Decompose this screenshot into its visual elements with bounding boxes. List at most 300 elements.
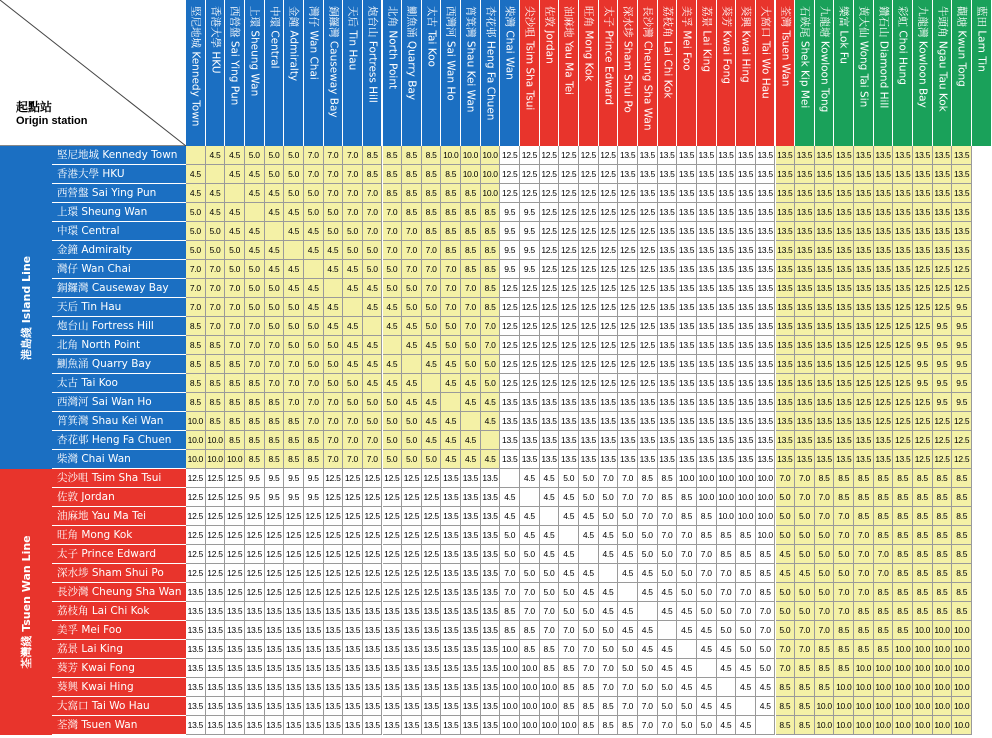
fare-cell: 10.0 (952, 640, 972, 659)
fare-cell: 5.0 (284, 165, 304, 184)
destination-label: 石硤尾 Shek Kip Mei (798, 6, 811, 109)
fare-cell: 5.0 (756, 659, 776, 678)
fare-cell: 4.5 (677, 678, 697, 697)
fare-cell: 8.5 (500, 621, 520, 640)
fare-cell: 4.5 (304, 222, 324, 241)
fare-cell: 13.5 (854, 222, 874, 241)
fare-cell: 8.5 (402, 165, 422, 184)
fare-cell (618, 583, 638, 602)
fare-cell: 5.0 (324, 374, 344, 393)
fare-cell: 13.5 (461, 716, 481, 735)
fare-cell: 7.0 (461, 279, 481, 298)
fare-cell: 12.5 (599, 355, 619, 374)
fare-cell: 7.0 (304, 412, 324, 431)
fare-cell: 7.0 (834, 507, 854, 526)
fare-cell: 13.5 (776, 184, 796, 203)
fare-cell: 12.5 (559, 298, 579, 317)
fare-cell: 8.5 (717, 526, 737, 545)
destination-header (481, 0, 501, 146)
fare-cell: 4.5 (559, 488, 579, 507)
fare-cell: 8.5 (225, 374, 245, 393)
fare-cell: 9.5 (952, 355, 972, 374)
fare-cell: 5.0 (658, 545, 678, 564)
fare-cell: 13.5 (579, 412, 599, 431)
fare-cell: 4.5 (402, 393, 422, 412)
fare-cell: 10.0 (186, 450, 206, 469)
fare-cell: 8.5 (441, 222, 461, 241)
fare-cell: 4.5 (324, 317, 344, 336)
fare-cell: 13.5 (854, 241, 874, 260)
fare-cell: 13.5 (736, 374, 756, 393)
fare-cell: 13.5 (697, 222, 717, 241)
fare-cell: 8.5 (933, 469, 953, 488)
fare-cell: 5.0 (559, 469, 579, 488)
fare-cell: 9.5 (265, 488, 285, 507)
fare-cell: 8.5 (461, 184, 481, 203)
destination-header (658, 0, 678, 146)
fare-cell: 13.5 (186, 621, 206, 640)
fare-cell: 12.5 (186, 564, 206, 583)
fare-cell: 13.5 (461, 488, 481, 507)
fare-cell: 8.5 (304, 431, 324, 450)
origin-station-label: 上環 Sheung Wan (52, 203, 186, 222)
destination-label: 太古 Tai Koo (425, 6, 438, 67)
fare-cell: 10.0 (952, 678, 972, 697)
destination-label: 牛頭角 Ngau Tau Kok (936, 6, 949, 112)
fare-cell: 12.5 (500, 374, 520, 393)
fare-cell: 13.5 (697, 298, 717, 317)
fare-cell: 4.5 (441, 412, 461, 431)
destination-label: 美孚 Mei Foo (680, 6, 693, 71)
origin-station-label: 佐敦 Jordan (52, 488, 186, 507)
destination-header (776, 0, 796, 146)
fare-cell: 7.0 (324, 165, 344, 184)
fare-cell: 7.0 (363, 222, 383, 241)
fare-cell: 8.5 (520, 640, 540, 659)
destination-header (540, 0, 560, 146)
fare-cell: 8.5 (952, 526, 972, 545)
destination-label: 藍田 Lam Tin (975, 6, 988, 72)
fare-cell: 13.5 (697, 203, 717, 222)
fare-cell: 8.5 (481, 298, 501, 317)
fare-cell (461, 412, 481, 431)
fare-cell: 4.5 (245, 241, 265, 260)
fare-cell: 8.5 (186, 317, 206, 336)
fare-cell: 10.0 (834, 697, 854, 716)
destination-label: 筲箕灣 Shau Kei Wan (464, 6, 477, 113)
fare-cell: 12.5 (933, 412, 953, 431)
fare-cell: 13.5 (579, 431, 599, 450)
fare-cell: 8.5 (854, 469, 874, 488)
fare-cell: 12.5 (206, 469, 226, 488)
fare-cell: 13.5 (206, 640, 226, 659)
fare-cell: 13.5 (815, 355, 835, 374)
fare-cell: 7.0 (363, 431, 383, 450)
fare-cell: 13.5 (854, 298, 874, 317)
fare-cell: 12.5 (559, 165, 579, 184)
fare-cell: 13.5 (304, 640, 324, 659)
fare-cell: 8.5 (245, 450, 265, 469)
fare-cell: 13.5 (481, 640, 501, 659)
fare-cell: 12.5 (618, 241, 638, 260)
fare-cell: 12.5 (402, 488, 422, 507)
fare-cell: 8.5 (579, 697, 599, 716)
fare-cell: 10.0 (952, 697, 972, 716)
fare-cell: 12.5 (540, 203, 560, 222)
fare-cell: 4.5 (461, 431, 481, 450)
fare-cell: 5.0 (500, 545, 520, 564)
destination-label: 堅尼地城 Kennedy Town (189, 6, 202, 127)
fare-cell: 9.5 (520, 260, 540, 279)
fare-cell: 13.5 (304, 659, 324, 678)
fare-cell: 13.5 (225, 678, 245, 697)
origin-station-label: 鰂魚涌 Quarry Bay (52, 355, 186, 374)
fare-cell: 13.5 (834, 431, 854, 450)
fare-cell: 5.0 (284, 336, 304, 355)
fare-cell: 4.5 (363, 279, 383, 298)
fare-cell: 4.5 (638, 640, 658, 659)
fare-cell: 13.5 (284, 621, 304, 640)
fare-cell: 12.5 (343, 583, 363, 602)
fare-cell: 8.5 (874, 488, 894, 507)
fare-cell: 4.5 (756, 678, 776, 697)
fare-cell: 12.5 (579, 279, 599, 298)
fare-cell: 13.5 (697, 184, 717, 203)
fare-cell: 7.0 (638, 488, 658, 507)
fare-cell: 13.5 (854, 317, 874, 336)
fare-cell: 4.5 (441, 374, 461, 393)
fare-cell: 13.5 (893, 279, 913, 298)
fare-cell: 12.5 (265, 507, 285, 526)
fare-cell: 12.5 (383, 526, 403, 545)
fare-cell: 5.0 (422, 317, 442, 336)
origin-station-label: 灣仔 Wan Chai (52, 260, 186, 279)
fare-cell: 13.5 (697, 450, 717, 469)
fare-cell (736, 697, 756, 716)
fare-cell: 13.5 (500, 393, 520, 412)
origin-station-label: 金鐘 Admiralty (52, 241, 186, 260)
fare-cell: 12.5 (933, 260, 953, 279)
fare-cell: 12.5 (618, 260, 638, 279)
fare-cell: 10.0 (933, 640, 953, 659)
fare-cell: 8.5 (756, 564, 776, 583)
fare-cell: 13.5 (324, 640, 344, 659)
fare-cell: 10.0 (893, 678, 913, 697)
fare-cell: 8.5 (815, 678, 835, 697)
fare-cell: 13.5 (893, 260, 913, 279)
fare-cell: 13.5 (815, 336, 835, 355)
fare-cell: 8.5 (363, 146, 383, 165)
fare-cell: 5.0 (618, 640, 638, 659)
fare-cell: 13.5 (402, 602, 422, 621)
fare-cell: 5.0 (422, 298, 442, 317)
fare-cell: 13.5 (677, 260, 697, 279)
fare-cell: 13.5 (658, 450, 678, 469)
fare-cell: 12.5 (324, 526, 344, 545)
fare-cell: 8.5 (874, 583, 894, 602)
fare-cell: 7.0 (304, 165, 324, 184)
fare-cell: 10.0 (913, 716, 933, 735)
fare-cell: 8.5 (952, 545, 972, 564)
fare-cell (324, 279, 344, 298)
fare-cell (422, 374, 442, 393)
origin-station-label: 堅尼地城 Kennedy Town (52, 146, 186, 165)
fare-cell: 12.5 (186, 469, 206, 488)
fare-cell: 5.0 (363, 412, 383, 431)
fare-cell: 4.5 (559, 545, 579, 564)
fare-cell (343, 298, 363, 317)
fare-cell: 13.5 (383, 678, 403, 697)
fare-cell: 5.0 (815, 564, 835, 583)
fare-cell: 4.5 (579, 507, 599, 526)
fare-cell: 13.5 (245, 697, 265, 716)
fare-cell: 4.5 (245, 165, 265, 184)
fare-cell: 13.5 (618, 393, 638, 412)
fare-cell: 10.0 (520, 659, 540, 678)
fare-cell: 8.5 (933, 507, 953, 526)
fare-cell: 10.0 (913, 678, 933, 697)
fare-cell: 7.0 (324, 412, 344, 431)
fare-cell: 13.5 (638, 146, 658, 165)
fare-cell: 7.0 (559, 621, 579, 640)
fare-cell: 7.0 (422, 241, 442, 260)
fare-cell: 13.5 (265, 621, 285, 640)
destination-header (874, 0, 894, 146)
fare-cell: 13.5 (481, 469, 501, 488)
fare-cell: 13.5 (717, 222, 737, 241)
fare-cell: 13.5 (599, 393, 619, 412)
fare-cell: 12.5 (913, 412, 933, 431)
line-name: 港島綫 Island Line (20, 255, 33, 360)
fare-cell: 13.5 (677, 431, 697, 450)
fare-cell: 7.0 (422, 279, 442, 298)
fare-cell: 5.0 (658, 564, 678, 583)
fare-cell: 12.5 (599, 298, 619, 317)
fare-cell: 8.5 (599, 697, 619, 716)
fare-cell: 13.5 (304, 678, 324, 697)
fare-cell: 4.5 (658, 583, 678, 602)
fare-cell: 13.5 (677, 146, 697, 165)
destination-label: 黃大仙 Wong Tai Sin (857, 6, 870, 108)
fare-cell: 8.5 (795, 659, 815, 678)
fare-cell: 8.5 (756, 583, 776, 602)
fare-cell: 12.5 (245, 507, 265, 526)
fare-cell: 13.5 (461, 545, 481, 564)
destination-header (697, 0, 717, 146)
fare-cell: 5.0 (265, 165, 285, 184)
fare-cell: 7.0 (795, 621, 815, 640)
fare-cell: 13.5 (717, 355, 737, 374)
fare-cell: 13.5 (874, 165, 894, 184)
fare-cell: 9.5 (913, 374, 933, 393)
fare-cell: 12.5 (383, 545, 403, 564)
fare-cell: 13.5 (245, 678, 265, 697)
fare-cell: 7.0 (756, 602, 776, 621)
fare-cell: 13.5 (736, 355, 756, 374)
fare-cell: 5.0 (795, 583, 815, 602)
fare-cell: 10.0 (933, 621, 953, 640)
fare-cell: 7.0 (854, 583, 874, 602)
fare-cell: 13.5 (893, 450, 913, 469)
fare-cell: 7.0 (363, 184, 383, 203)
fare-cell: 13.5 (933, 241, 953, 260)
fare-cell: 13.5 (795, 393, 815, 412)
destination-label: 葵芳 Kwai Fong (720, 6, 733, 84)
fare-cell: 10.0 (225, 450, 245, 469)
fare-cell: 5.0 (284, 317, 304, 336)
fare-cell: 12.5 (952, 260, 972, 279)
fare-cell: 12.5 (559, 203, 579, 222)
destination-header (225, 0, 245, 146)
fare-cell: 4.5 (618, 545, 638, 564)
fare-cell: 13.5 (776, 222, 796, 241)
fare-cell: 10.0 (500, 640, 520, 659)
fare-cell (697, 659, 717, 678)
destination-header (245, 0, 265, 146)
fare-cell: 13.5 (677, 184, 697, 203)
fare-cell: 13.5 (304, 602, 324, 621)
fare-cell: 13.5 (834, 355, 854, 374)
fare-cell: 5.0 (402, 298, 422, 317)
fare-cell: 7.0 (265, 355, 285, 374)
fare-cell: 4.5 (776, 545, 796, 564)
fare-cell: 7.0 (383, 241, 403, 260)
fare-cell: 7.0 (658, 526, 678, 545)
fare-cell: 8.5 (952, 488, 972, 507)
fare-cell: 8.5 (658, 469, 678, 488)
fare-cell: 8.5 (933, 545, 953, 564)
fare-cell: 10.0 (186, 412, 206, 431)
origin-station-label: 油麻地 Yau Ma Tei (52, 507, 186, 526)
fare-cell: 13.5 (206, 583, 226, 602)
fare-cell: 7.0 (402, 222, 422, 241)
fare-cell: 13.5 (343, 716, 363, 735)
fare-cell: 12.5 (284, 526, 304, 545)
fare-cell: 5.0 (579, 602, 599, 621)
fare-cell: 12.5 (893, 431, 913, 450)
fare-cell: 8.5 (893, 488, 913, 507)
fare-cell: 12.5 (638, 279, 658, 298)
fare-cell: 5.0 (795, 507, 815, 526)
fare-cell: 13.5 (834, 374, 854, 393)
fare-cell: 13.5 (540, 450, 560, 469)
fare-cell: 4.5 (520, 507, 540, 526)
fare-cell: 4.5 (540, 488, 560, 507)
fare-cell: 9.5 (913, 336, 933, 355)
destination-label: 深水埗 Sham Shui Po (621, 6, 634, 113)
fare-cell: 8.5 (422, 146, 442, 165)
fare-cell: 12.5 (383, 583, 403, 602)
fare-cell: 4.5 (736, 716, 756, 735)
fare-cell: 13.5 (756, 412, 776, 431)
fare-cell: 8.5 (245, 431, 265, 450)
fare-cell: 13.5 (520, 450, 540, 469)
fare-cell: 7.0 (697, 545, 717, 564)
fare-cell: 5.0 (795, 602, 815, 621)
fare-cell: 13.5 (206, 697, 226, 716)
fare-cell: 4.5 (697, 640, 717, 659)
fare-cell: 12.5 (893, 374, 913, 393)
fare-cell: 8.5 (383, 146, 403, 165)
fare-cell: 7.0 (854, 564, 874, 583)
fare-cell: 5.0 (481, 374, 501, 393)
fare-cell: 9.5 (933, 317, 953, 336)
fare-cell: 13.5 (343, 697, 363, 716)
fare-cell: 13.5 (697, 336, 717, 355)
fare-cell: 8.5 (186, 393, 206, 412)
fare-cell: 4.5 (481, 412, 501, 431)
fare-cell: 13.5 (481, 545, 501, 564)
fare-cell: 13.5 (324, 602, 344, 621)
fare-cell: 13.5 (834, 165, 854, 184)
fare-cell: 7.0 (383, 222, 403, 241)
destination-label: 鰂魚涌 Quarry Bay (405, 6, 418, 101)
destination-label: 灣仔 Wan Chai (307, 6, 320, 80)
fare-cell: 13.5 (441, 507, 461, 526)
fare-cell: 12.5 (186, 526, 206, 545)
fare-cell: 12.5 (343, 469, 363, 488)
fare-cell: 4.5 (284, 260, 304, 279)
destination-header (834, 0, 854, 146)
fare-cell: 5.0 (363, 393, 383, 412)
fare-cell: 12.5 (324, 545, 344, 564)
fare-cell: 12.5 (579, 146, 599, 165)
fare-cell: 13.5 (481, 583, 501, 602)
fare-cell: 13.5 (756, 146, 776, 165)
fare-cell: 5.0 (304, 203, 324, 222)
fare-cell: 13.5 (717, 374, 737, 393)
fare-cell: 5.0 (343, 241, 363, 260)
fare-cell: 13.5 (854, 431, 874, 450)
fare-cell: 12.5 (540, 222, 560, 241)
fare-cell (265, 222, 285, 241)
fare-cell: 12.5 (874, 317, 894, 336)
fare-cell: 10.0 (933, 659, 953, 678)
fare-cell: 7.0 (658, 716, 678, 735)
fare-cell (559, 526, 579, 545)
fare-cell: 13.5 (677, 336, 697, 355)
fare-cell: 4.5 (422, 393, 442, 412)
fare-cell: 7.0 (874, 564, 894, 583)
fare-cell (402, 355, 422, 374)
fare-cell: 13.5 (559, 393, 579, 412)
fare-cell: 13.5 (441, 697, 461, 716)
fare-cell: 12.5 (304, 545, 324, 564)
fare-cell: 13.5 (913, 146, 933, 165)
fare-cell: 13.5 (776, 146, 796, 165)
fare-cell: 13.5 (736, 222, 756, 241)
fare-cell: 4.5 (658, 602, 678, 621)
fare-cell: 10.0 (854, 678, 874, 697)
fare-cell: 5.0 (186, 203, 206, 222)
fare-cell: 4.5 (441, 355, 461, 374)
fare-cell: 5.0 (776, 507, 796, 526)
fare-cell: 5.0 (481, 355, 501, 374)
fare-cell: 13.5 (795, 412, 815, 431)
fare-cell: 13.5 (736, 317, 756, 336)
fare-cell: 10.0 (952, 716, 972, 735)
fare-cell: 7.0 (815, 602, 835, 621)
fare-cell: 13.5 (363, 697, 383, 716)
fare-cell: 12.5 (540, 374, 560, 393)
fare-cell: 13.5 (225, 716, 245, 735)
fare-cell: 12.5 (422, 526, 442, 545)
fare-cell: 12.5 (343, 545, 363, 564)
fare-cell: 5.0 (265, 298, 285, 317)
fare-cell: 5.0 (265, 317, 285, 336)
fare-cell: 13.5 (697, 146, 717, 165)
fare-cell: 10.0 (540, 678, 560, 697)
